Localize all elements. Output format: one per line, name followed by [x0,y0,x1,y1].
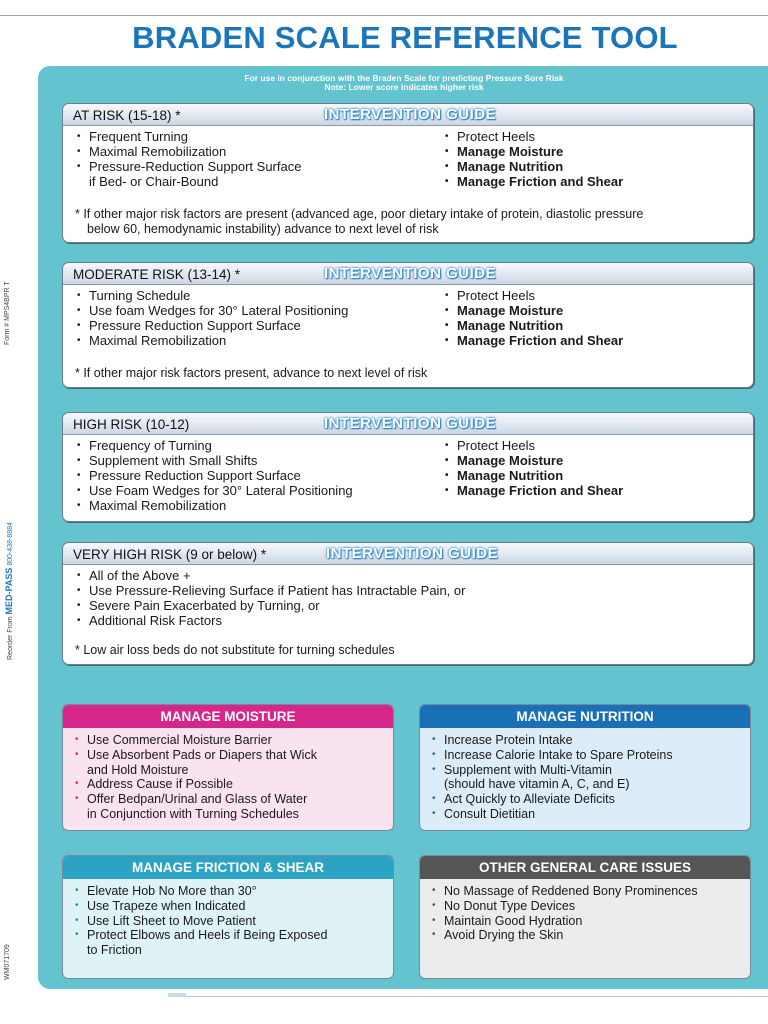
list-item: • Frequency of Turning [75,439,435,454]
very-high-risk-note: * Low air loss beds do not substitute for turning schedules [75,643,395,657]
intervention-guide-label: INTERVENTION GUIDE [324,106,497,123]
manage-moisture-list [73,733,387,822]
manage-nutrition-title: MANAGE NUTRITION [420,705,750,728]
phone-number: 800-438-8884 [7,522,14,566]
bottom-stub [168,993,186,997]
list-item: • Manage Moisture [443,145,743,160]
at-risk-guide-list [443,130,743,190]
manage-moisture-title: MANAGE MOISTURE [63,705,393,728]
manage-friction-title: MANAGE FRICTION & SHEAR [63,856,393,879]
form-code: WM071709 [4,944,11,980]
other-care-box [419,855,751,979]
manage-friction-box [62,855,394,979]
list-item: • Supplement with Small Shifts [75,454,435,469]
list-item: • Protect Heels [443,130,743,145]
list-item: • Use Commercial Moisture Barrier [73,733,387,748]
bottom-rule [185,996,768,997]
note-line-2: below 60, hemodynamic instability) advance to next level of risk [87,221,439,236]
moderate-risk-interventions [75,289,435,349]
moderate-risk-note: * If other major risk factors present, advance to next level of risk [75,366,428,380]
list-item: • Supplement with Multi-Vitamin [430,763,744,778]
list-item: • Address Cause if Possible [73,777,387,792]
list-item: • All of the Above + [75,569,675,584]
list-item: • Protect Heels [443,289,743,304]
list-item: • Manage Nutrition [443,469,743,484]
form-number: Form # MPS4BPR T [4,281,11,345]
list-item: • Manage Nutrition [443,319,743,334]
other-care-list [430,884,744,943]
high-risk-card [62,412,754,522]
list-item: • Pressure Reduction Support Surface [75,319,435,334]
at-risk-note [75,207,643,236]
very-high-risk-header [63,543,753,565]
list-item: • Frequent Turning [75,130,435,145]
list-item: • Manage Moisture [443,454,743,469]
list-item: • Pressure-Reduction Support Surface [75,160,435,175]
very-high-risk-title: VERY HIGH RISK (9 or below) * [73,547,267,562]
reorder-text [4,522,14,660]
other-care-title: OTHER GENERAL CARE ISSUES [420,856,750,879]
list-item: • Manage Friction and Shear [443,484,743,499]
list-item: • Consult Dietitian [430,807,744,822]
at-risk-title: AT RISK (15-18) * [73,108,181,123]
high-risk-interventions [75,439,435,514]
brand-logo: MED-PASS [4,567,14,615]
list-item: • Additional Risk Factors [75,614,675,629]
list-item: to Friction [87,943,142,958]
list-item: • Use Foam Wedges for 30° Lateral Positioning [75,484,435,499]
list-item: • Turning Schedule [75,289,435,304]
reorder-label: Reorder From [7,616,14,660]
list-item: • Elevate Hob No More than 30° [73,884,387,899]
list-item: (should have vitamin A, C, and E) [444,777,630,792]
moderate-risk-card [62,262,754,388]
list-item: in Conjunction with Turning Schedules [87,806,299,821]
high-risk-guide-list [443,439,743,499]
high-risk-title: HIGH RISK (10-12) [73,417,190,432]
list-item: • Manage Moisture [443,304,743,319]
subheader-line-2: Note: Lower score indicates higher risk [324,82,484,92]
manage-friction-list [73,884,387,958]
list-item: • Severe Pain Exacerbated by Turning, or [75,599,675,614]
list-item: • Maximal Remobilization [75,145,435,160]
list-item: • Protect Elbows and Heels if Being Exposed [73,928,387,943]
list-item: • Pressure Reduction Support Surface [75,469,435,484]
note-line-1: * If other major risk factors are present (advanced age, poor dietary intake of protein, diastolic pressure [75,207,644,221]
subheader [38,74,768,92]
list-item: and Hold Moisture [87,762,189,777]
list-item: • Use foam Wedges for 30° Lateral Positioning [75,304,435,319]
list-item: • Use Absorbent Pads or Diapers that Wick [73,748,387,763]
list-item: • Increase Calorie Intake to Spare Proteins [430,748,744,763]
list-item: • Offer Bedpan/Urinal and Glass of Water [73,792,387,807]
intervention-guide-label: INTERVENTION GUIDE [324,265,497,282]
intervention-guide-label: INTERVENTION GUIDE [326,545,499,562]
list-item: • Use Trapeze when Indicated [73,899,387,914]
list-item: • Manage Friction and Shear [443,175,743,190]
manage-nutrition-box [419,704,751,831]
list-item: • No Massage of Reddened Bony Prominences [430,884,744,899]
list-item: • Maintain Good Hydration [430,914,744,929]
list-item: • Manage Friction and Shear [443,334,743,349]
list-item: if Bed- or Chair-Bound [89,173,219,189]
list-item: • Act Quickly to Alleviate Deficits [430,792,744,807]
subheader-line-1: For use in conjunction with the Braden Scale for predicting Pressure Sore Risk [244,73,564,83]
intervention-guide-label: INTERVENTION GUIDE [324,415,497,432]
list-item: • Maximal Remobilization [75,499,435,514]
list-item: • Protect Heels [443,439,743,454]
top-rule [0,15,768,16]
at-risk-header [63,104,753,126]
very-high-risk-interventions [75,569,675,629]
manage-moisture-box [62,704,394,831]
very-high-risk-card [62,542,754,665]
moderate-risk-header [63,263,753,285]
list-item: • Maximal Remobilization [75,334,435,349]
manage-nutrition-list [430,733,744,822]
at-risk-interventions [75,130,435,190]
list-item: • Use Pressure-Relieving Surface if Patient has Intractable Pain, or [75,584,675,599]
list-item: • Increase Protein Intake [430,733,744,748]
at-risk-card [62,103,754,243]
page-title: BRADEN SCALE REFERENCE TOOL [132,20,678,55]
high-risk-header [63,413,753,435]
list-item: • Avoid Drying the Skin [430,928,744,943]
moderate-risk-title: MODERATE RISK (13-14) * [73,267,241,282]
moderate-risk-guide-list [443,289,743,349]
list-item: • No Donut Type Devices [430,899,744,914]
list-item: • Manage Nutrition [443,160,743,175]
list-item: • Use Lift Sheet to Move Patient [73,914,387,929]
